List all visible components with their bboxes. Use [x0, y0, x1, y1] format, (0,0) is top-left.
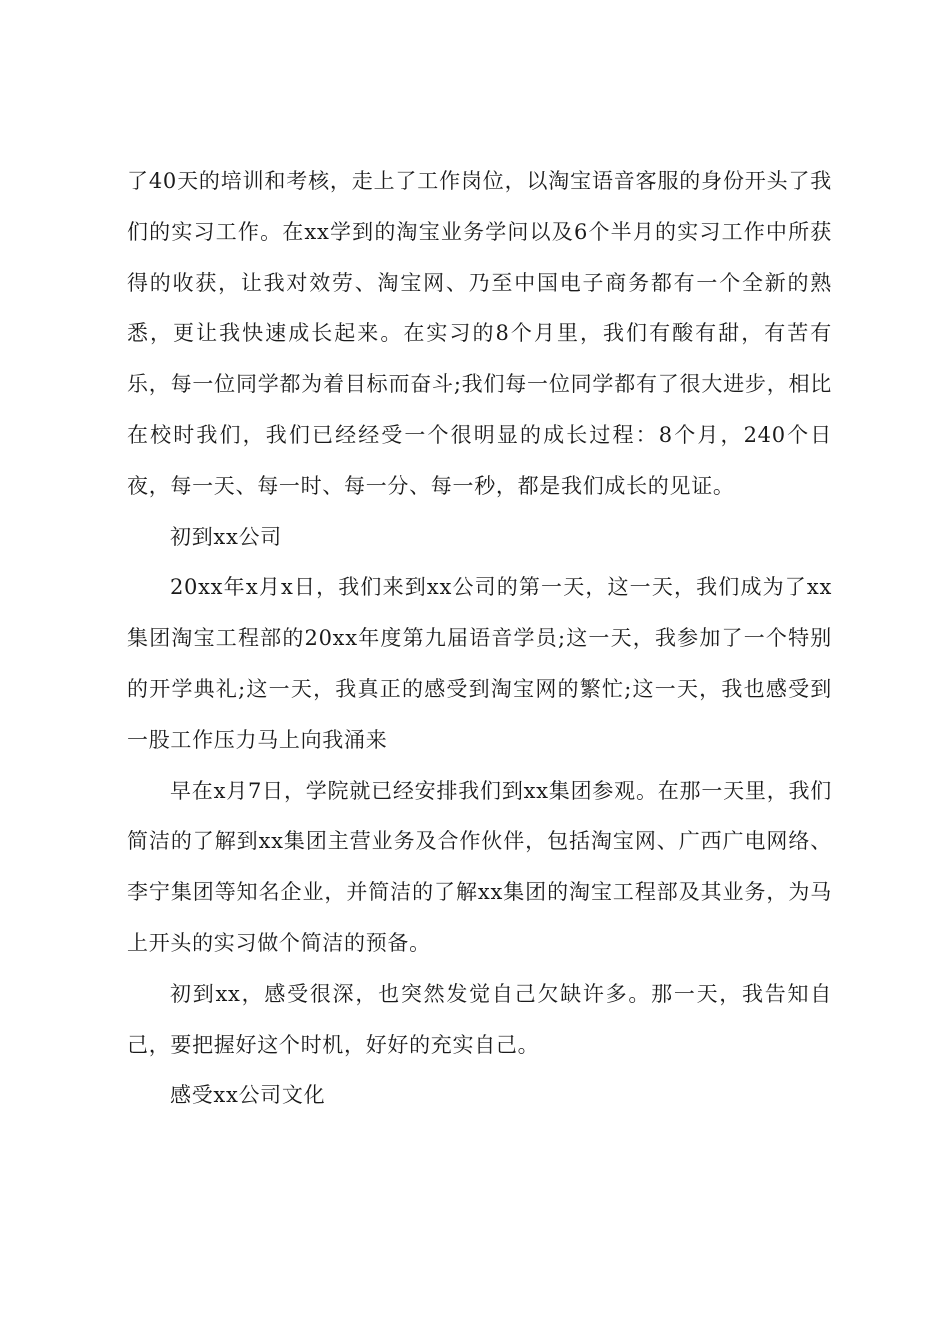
paragraph-continued: 了40天的培训和考核，走上了工作岗位，以淘宝语音客服的身份开头了我们的实习工作。在xx学到的淘宝业务学问以及6个半月的实习工作中所获得的收获，让我对效劳、淘宝网、乃至中国电子商务都有一个全新的熟悉，更让我快速成长起来。在实习的8个月里，我们有酸有甜，有苦有乐，每一位同学都为着目标而奋斗;我们每一位同学都有了很大进步，相比在校时我们，我们已经经受一个很明显的成长过程：8个月，240个日夜，每一天、每一时、每一分、每一秒，都是我们成长的见证。 — [127, 169, 832, 498]
document-body — [127, 156, 832, 1121]
paragraph-visit: 早在x月7日，学院就已经安排我们到xx集团参观。在那一天里，我们简洁的了解到xx集团主营业务及合作伙伴，包括淘宝网、广西广电网络、李宁集团等知名企业，并简洁的了解xx集团的淘宝工程部及其业务，为马上开头的实习做个简洁的预备。 — [127, 778, 832, 955]
paragraph-first-day: 20xx年x月x日，我们来到xx公司的第一天，这一天，我们成为了xx集团淘宝工程部的20xx年度第九届语音学员;这一天，我参加了一个特别的开学典礼;这一天，我真正的感受到淘宝网的繁忙;这一天，我也感受到一股工作压力马上向我涌来 — [127, 575, 832, 752]
paragraph-impression: 初到xx，感受很深，也突然发觉自己欠缺许多。那一天，我告知自己，要把握好这个时机，好好的充实自己。 — [127, 981, 832, 1057]
section-heading-culture: 感受xx公司文化 — [170, 1083, 326, 1108]
section-heading-arrival: 初到xx公司 — [170, 524, 282, 549]
